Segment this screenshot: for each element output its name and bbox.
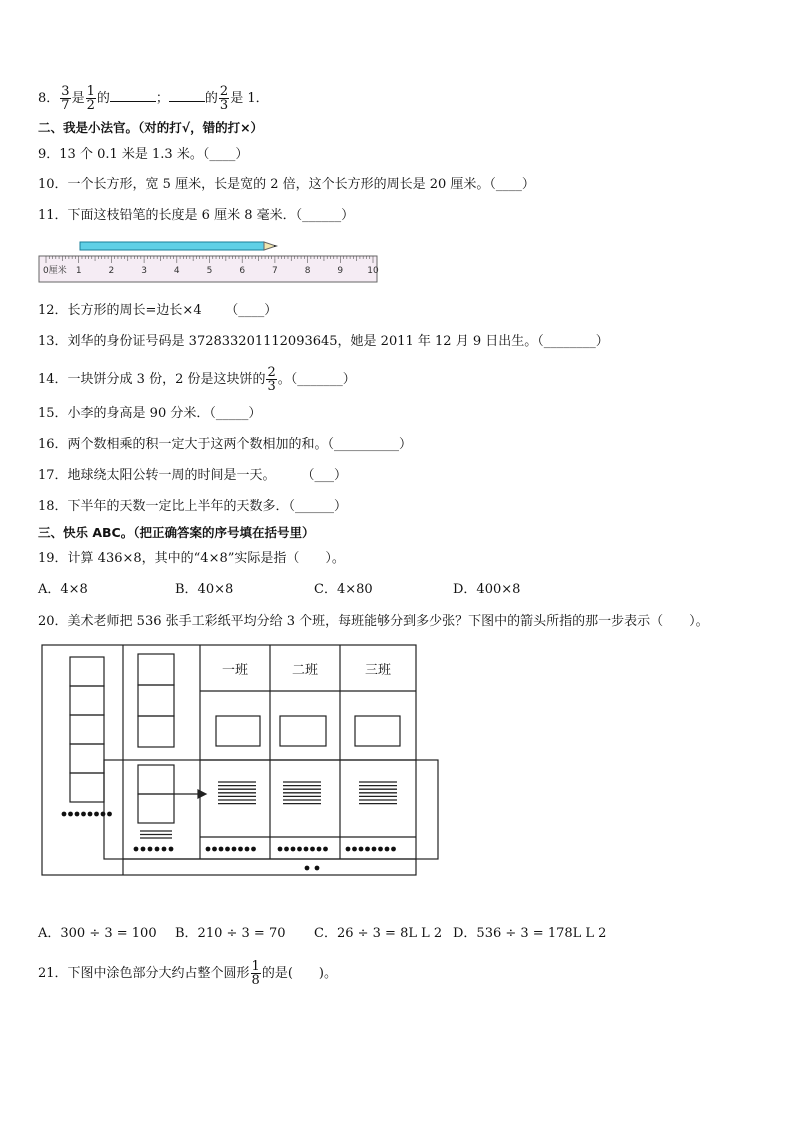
question-20: 20．美术老师把 536 张手工彩纸平均分给 3 个班，每班能够分到多少张？下图中的箭头所指的那一步表示（ ）。 xyxy=(38,614,709,629)
ruler-tick-label: 3 xyxy=(141,266,147,276)
arrow-icon xyxy=(174,790,206,798)
question-11: 11．下面这枝铅笔的长度是 6 厘米 8 毫米．（______） xyxy=(38,208,355,223)
ruler-pencil-figure xyxy=(38,236,380,286)
class-header-3: 三班 xyxy=(364,663,392,678)
fraction: $\frac{3}{7}$ xyxy=(61,84,70,113)
pencil-icon xyxy=(80,242,278,250)
ruler-tick-label: 6 xyxy=(239,266,246,276)
question-18: 18．下半年的天数一定比上半年的天数多．（______） xyxy=(38,499,348,514)
ruler-tick-label: 2 xyxy=(108,266,115,276)
question-16: 16．两个数相乘的积一定大于这两个数相加的和。（__________） xyxy=(38,437,413,452)
ruler-tick-label: 9 xyxy=(337,266,344,276)
option-d[interactable]: D．536 ÷ 3 = 178L L 2 xyxy=(453,926,607,941)
section-3-heading: 三、快乐 ABC。（把正确答案的序号填在括号里） xyxy=(38,525,315,540)
question-9: 9．13 个 0.1 米是 1.3 米。（____） xyxy=(38,147,249,162)
question-17: 17．地球绕太阳公转一周的时间是一天。 （___） xyxy=(38,468,348,483)
answer-blank[interactable] xyxy=(169,88,205,102)
ruler-tick-label: 10 xyxy=(367,266,379,276)
fraction: $\frac{1}{8}$ xyxy=(251,959,260,988)
option-c[interactable]: C．4×80 xyxy=(314,582,373,597)
ruler-tick-label: 1 xyxy=(75,266,82,276)
class-header-2: 二班 xyxy=(291,663,319,678)
ruler-tick-label: 8 xyxy=(304,266,311,276)
option-c[interactable]: C．26 ÷ 3 = 8L L 2 xyxy=(314,926,443,941)
answer-blank[interactable] xyxy=(110,88,156,102)
question-12: 12．长方形的周长=边长×4 （____） xyxy=(38,303,278,318)
class-header-1: 一班 xyxy=(221,663,249,678)
ruler-unit-label: 0厘米 xyxy=(43,266,67,276)
option-a[interactable]: A．4×8 xyxy=(38,582,88,597)
question-13: 13．刘华的身份证号码是 372833201112093645，她是 2011 年 12 月 9 日出生。（________） xyxy=(38,334,609,349)
ruler-tick-label: 7 xyxy=(272,266,278,276)
ruler-tick-label: 4 xyxy=(173,266,180,276)
question-21: 21．下图中涂色部分大约占整个圆形 $\frac{1}{8}$ 的是( )。 xyxy=(38,959,337,988)
fraction: $\frac{2}{3}$ xyxy=(219,84,229,113)
question-10: 10．一个长方形，宽 5 厘米，长是宽的 2 倍，这个长方形的周长是 20 厘米。（____） xyxy=(38,177,535,192)
fraction: $\frac{2}{3}$ xyxy=(267,365,276,394)
section-2-heading: 二、我是小法官。（对的打√，错的打×） xyxy=(38,120,264,135)
option-a[interactable]: A．300 ÷ 3 = 100 xyxy=(38,926,157,941)
question-8: 8． $\frac{3}{7}$ 是 $\frac{1}{2}$ 的 ； 的 $\frac{2}{3}$ 是 1． xyxy=(38,84,269,113)
ruler-tick-label: 5 xyxy=(206,266,213,276)
option-b[interactable]: B．210 ÷ 3 = 70 xyxy=(175,926,286,941)
question-14: 14．一块饼分成 3 份，2 份是这块饼的 $\frac{2}{3}$ 。（_______） xyxy=(38,365,356,394)
division-diagram xyxy=(40,643,442,879)
question-15: 15．小李的身高是 90 分米．（_____） xyxy=(38,406,262,421)
fraction: $\frac{1}{2}$ xyxy=(86,84,95,113)
question-19: 19．计算 436×8，其中的“4×8”实际是指（ ）。 xyxy=(38,551,345,566)
option-d[interactable]: D．400×8 xyxy=(453,582,521,597)
option-b[interactable]: B．40×8 xyxy=(175,582,234,597)
